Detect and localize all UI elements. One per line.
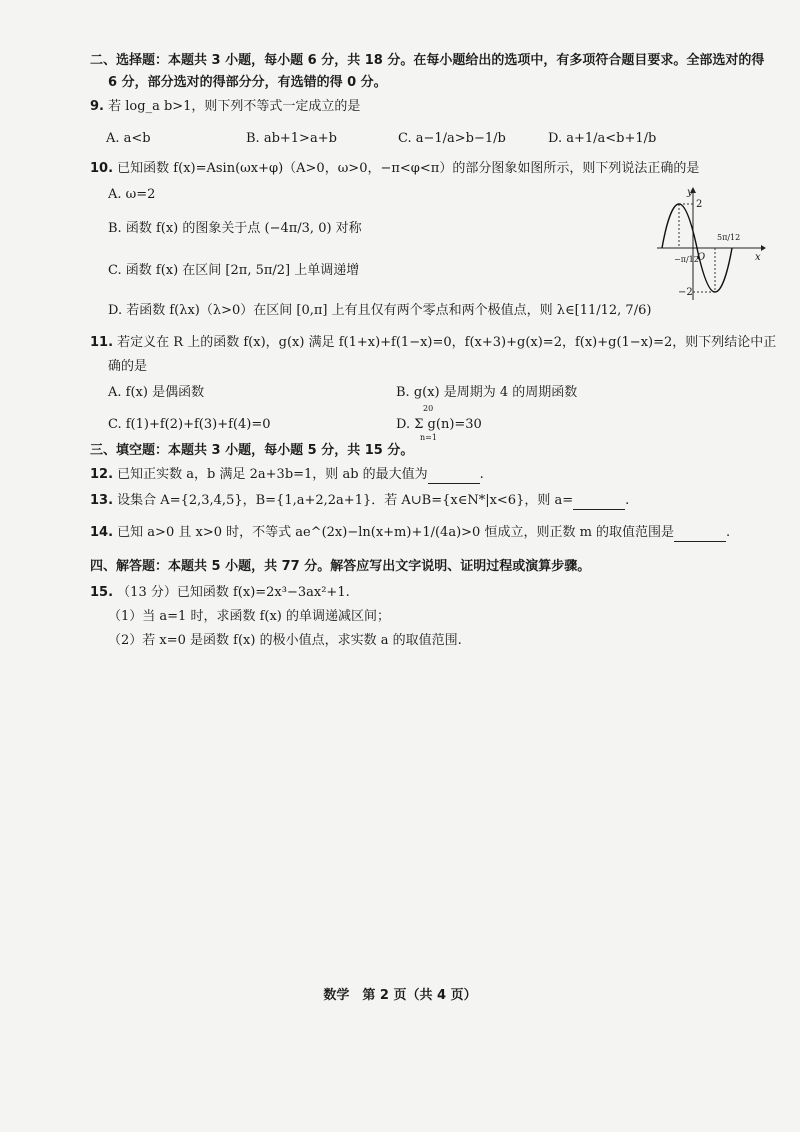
q10-sine-graph — [655, 186, 767, 304]
x-right-label: 5π/12 — [717, 233, 741, 242]
question-number: 13. — [90, 493, 114, 508]
period: . — [625, 493, 630, 508]
question-text: 已知 a>0 且 x>0 时，不等式 ae^(2x)−ln(x+m)+1/(4a)>0 恒成立，则正数 m 的取值范围是 — [117, 525, 675, 540]
section4-heading: 四、解答题：本题共 5 小题，共 77 分。解答应写出文字说明、证明过程或演算步骤。 — [90, 559, 591, 574]
question-number: 10. — [90, 161, 114, 176]
q15-part-2: （2）若 x=0 是函数 f(x) 的极小值点，求实数 a 的取值范围. — [108, 633, 462, 648]
question-13 — [90, 492, 629, 510]
question-10-stem — [90, 160, 699, 178]
question-text: 设集合 A={2,3,4,5}，B={1,a+2,2a+1}．若 A∪B={x∈N*|x<6}，则 a= — [117, 493, 574, 508]
question-text: 若 log_a b>1，则下列不等式一定成立的是 — [108, 99, 361, 114]
q11-stem-line2: 确的是 — [108, 359, 148, 374]
q11-option-c: C. f(1)+f(2)+f(3)+f(4)=0 — [108, 417, 271, 432]
x-axis-arrow — [761, 245, 766, 251]
section2-heading-line2: 6 分，部分选对的得部分分，有选错的得 0 分。 — [108, 75, 387, 90]
question-11-stem — [90, 334, 776, 352]
q9-option-d: D. a+1/a<b+1/b — [548, 131, 657, 146]
q11-option-b: B. g(x) 是周期为 4 的周期函数 — [396, 385, 578, 400]
answer-blank[interactable] — [674, 527, 726, 542]
question-text: 已知正实数 a，b 满足 2a+3b=1，则 ab 的最大值为 — [117, 467, 428, 482]
question-text: 若定义在 R 上的函数 f(x)，g(x) 满足 f(1+x)+f(1−x)=0，f(x+3)+g(x)=2，f(x)+g(1−x)=2，则下列结论中正 — [117, 335, 777, 350]
question-15-stem — [90, 584, 350, 602]
x-axis-label: x — [755, 252, 761, 263]
sum-lower-limit: n=1 — [420, 433, 437, 442]
question-text: （13 分）已知函数 f(x)=2x³−3ax²+1. — [117, 585, 350, 600]
q9-option-b: B. ab+1>a+b — [246, 131, 337, 146]
answer-blank[interactable] — [573, 495, 625, 510]
period: . — [479, 467, 484, 482]
y-axis-label: y — [687, 187, 693, 198]
y-min-label: −2 — [678, 287, 693, 298]
q10-option-a: A. ω=2 — [108, 187, 156, 202]
x-left-label: −π/12 — [674, 255, 699, 264]
q9-option-c: C. a−1/a>b−1/b — [398, 131, 506, 146]
q10-option-b: B. 函数 f(x) 的图象关于点 (−4π/3, 0) 对称 — [108, 221, 362, 236]
question-14 — [90, 524, 730, 542]
question-text: 已知函数 f(x)=Asin(ωx+φ)（A>0，ω>0，−π<φ<π）的部分图象如图所示，则下列说法正确的是 — [117, 161, 700, 176]
question-number: 14. — [90, 525, 114, 540]
period: . — [726, 525, 731, 540]
q9-option-a: A. a<b — [106, 131, 151, 146]
question-number: 12. — [90, 467, 114, 482]
question-9-stem — [90, 98, 360, 116]
q11-option-d: D. Σ g(n)=30 — [396, 417, 482, 432]
y-max-label: 2 — [696, 199, 703, 210]
question-number: 11. — [90, 335, 114, 350]
question-number: 15. — [90, 585, 114, 600]
q10-option-d: D. 若函数 f(λx)（λ>0）在区间 [0,π] 上有且仅有两个零点和两个极值点，则 λ∈[11/12, 7/6) — [108, 303, 652, 318]
section2-heading-line1: 二、选择题：本题共 3 小题，每小题 6 分，共 18 分。在每小题给出的选项中，有多项符合题目要求。全部选对的得 — [90, 53, 765, 68]
q11-option-a: A. f(x) 是偶函数 — [108, 385, 205, 400]
q15-part-1: （1）当 a=1 时，求函数 f(x) 的单调递减区间； — [108, 609, 391, 624]
question-number: 9. — [90, 99, 104, 114]
origin-label: O — [697, 252, 706, 263]
sum-upper-limit: 20 — [423, 404, 434, 413]
section3-heading: 三、填空题：本题共 3 小题，每小题 5 分，共 15 分。 — [90, 443, 414, 458]
q10-option-c: C. 函数 f(x) 在区间 [2π, 5π/2] 上单调递增 — [108, 263, 360, 278]
page-footer: 数学 第 2 页（共 4 页） — [323, 988, 477, 1003]
question-12 — [90, 466, 484, 484]
answer-blank[interactable] — [428, 469, 480, 484]
